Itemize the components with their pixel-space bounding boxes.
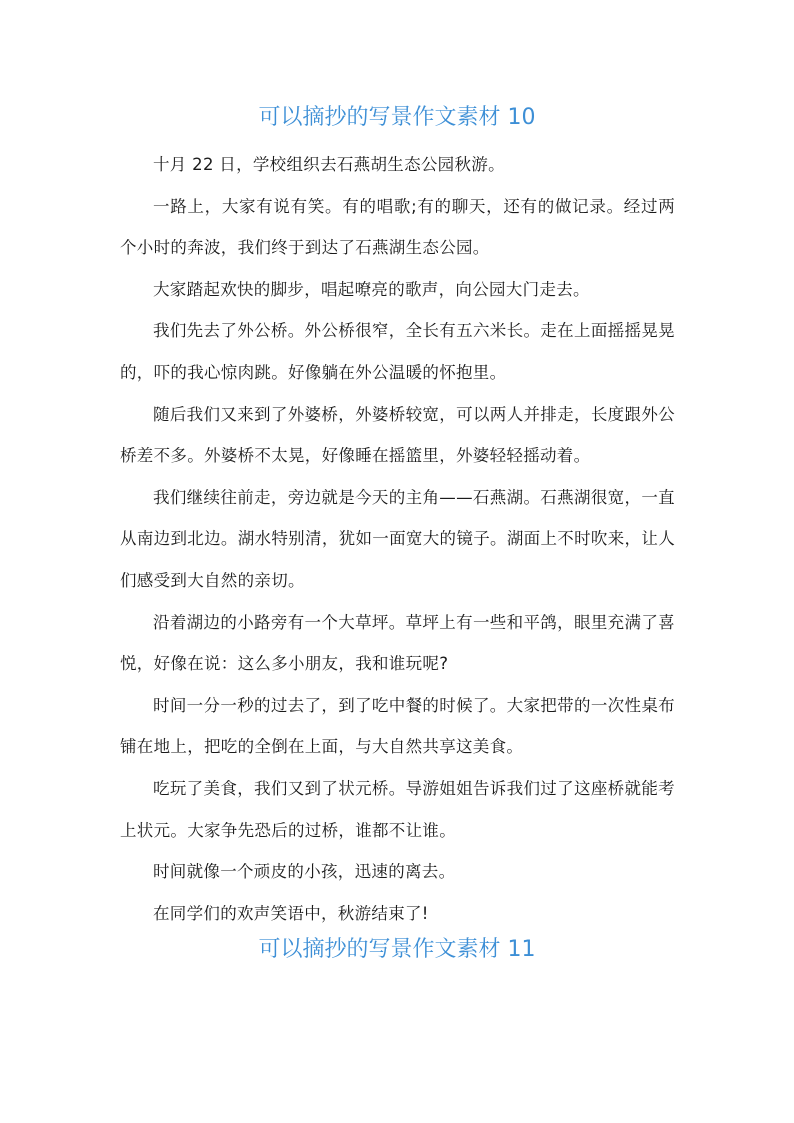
essay-body: [120, 144, 675, 934]
paragraph-1: 十月 22 日，学校组织去石燕胡生态公园秋游。: [153, 155, 505, 174]
paragraph-11: 在同学们的欢声笑语中，秋游结束了!: [153, 903, 429, 923]
paragraph-4: 我们先去了外公桥。外公桥很窄，全长有五六米长。走在上面摇摇晃晃的，吓的我心惊肉跳。好像躺在外公温暖的怀抱里。: [120, 321, 675, 382]
section-heading-11: 可以摘抄的写景作文素材 11: [258, 937, 536, 962]
paragraph-5: 随后我们又来到了外婆桥，外婆桥较宽，可以两人并排走，长度跟外公桥差不多。外婆桥不太晃，好像睡在摇篮里，外婆轻轻摇动着。: [120, 404, 675, 466]
paragraph-9: 吃玩了美食，我们又到了状元桥。导游姐姐告诉我们过了这座桥就能考上状元。大家争先恐后的过桥，谁都不让谁。: [120, 778, 675, 840]
paragraph-6: 我们继续往前走，旁边就是今天的主角——石燕湖。石燕湖很宽，一直从南边到北边。湖水特别清，犹如一面宽大的镜子。湖面上不时吹来，让人们感受到大自然的亲切。: [120, 487, 675, 590]
paragraph-3: 大家踏起欢快的脚步，唱起嘹亮的歌声，向公园大门走去。: [153, 279, 590, 299]
paragraph-10: 时间就像一个顽皮的小孩，迅速的离去。: [153, 862, 456, 882]
paragraph-2: 一路上，大家有说有笑。有的唱歌;有的聊天，还有的做记录。经过两个小时的奔波，我们终于到达了石燕湖生态公园。: [120, 196, 675, 258]
paragraph-7: 沿着湖边的小路旁有一个大草坪。草坪上有一些和平鸽，眼里充满了喜悦，好像在说：这么多小朋友，我和谁玩呢?: [120, 612, 675, 674]
paragraph-8: 时间一分一秒的过去了，到了吃中餐的时候了。大家把带的一次性桌布铺在地上，把吃的全倒在上面，与大自然共享这美食。: [120, 695, 675, 757]
section-heading-10: 可以摘抄的写景作文素材 10: [258, 105, 536, 130]
